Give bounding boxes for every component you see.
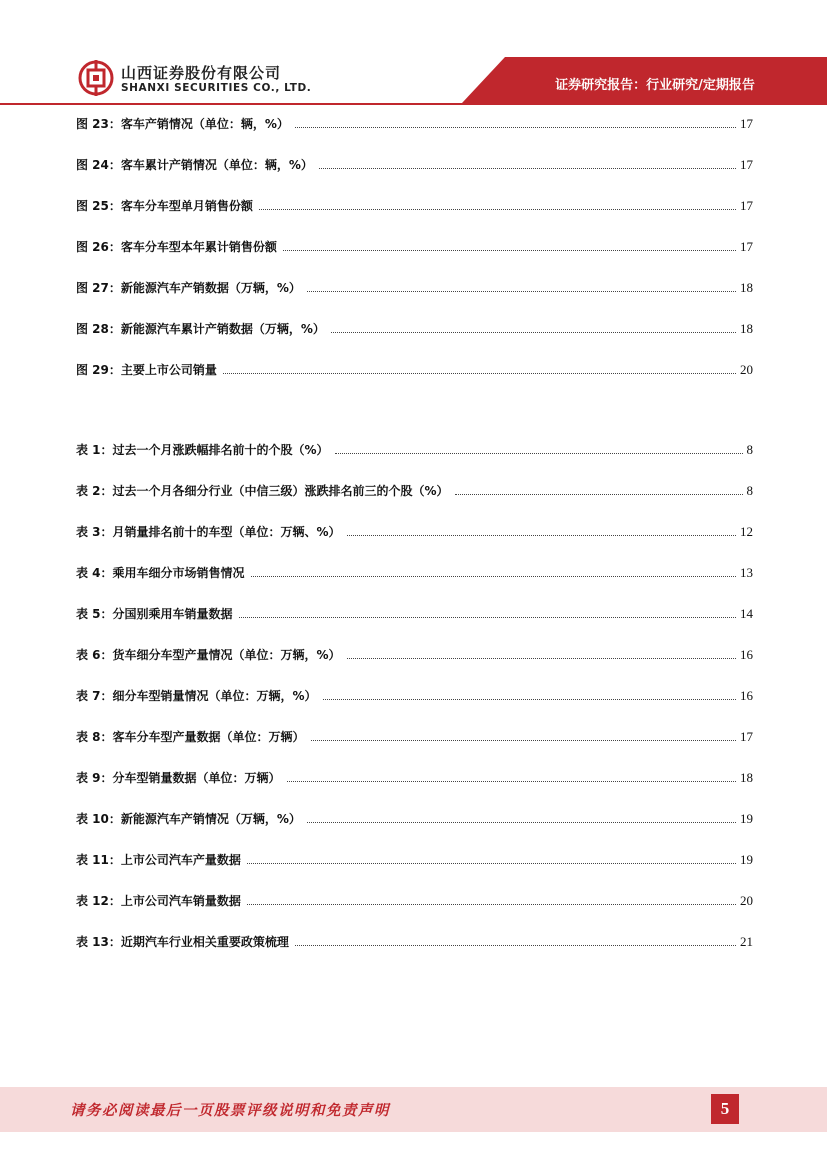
- toc-entry-label: 表 3：月销量排名前十的车型（单位：万辆、%）: [76, 525, 341, 539]
- toc-entry-label: 表 1：过去一个月涨跌幅排名前十的个股（%）: [76, 443, 329, 457]
- page-header: [0, 0, 827, 110]
- toc-leader-dots: [247, 862, 736, 864]
- company-name-en: SHANXI SECURITIES CO., LTD.: [121, 82, 312, 94]
- toc-entry-label: 表 5：分国别乘用车销量数据: [76, 607, 233, 621]
- toc-entry-label: 表 9：分车型销量数据（单位：万辆）: [76, 771, 281, 785]
- toc-entry-page: 16: [740, 647, 753, 662]
- toc-entry-label: 表 10：新能源汽车产销情况（万辆，%）: [76, 812, 301, 826]
- toc-entry-page: 17: [740, 157, 753, 172]
- toc-entry-label: 表 12：上市公司汽车销量数据: [76, 894, 241, 908]
- company-name-cn: 山西证券股份有限公司: [121, 64, 282, 82]
- toc-entry-label: 图 27：新能源汽车产销数据（万辆，%）: [76, 281, 301, 295]
- toc-leader-dots: [247, 903, 736, 905]
- report-type-label: 证券研究报告：行业研究/定期报告: [555, 78, 755, 93]
- page-number: 5: [711, 1094, 739, 1124]
- toc-leader-dots: [259, 208, 736, 210]
- toc-entry-label: 表 6：货车细分车型产量情况（单位：万辆，%）: [76, 648, 341, 662]
- toc-entry-figure-24[interactable]: [76, 153, 753, 173]
- toc-entry-page: 8: [746, 442, 753, 457]
- toc-entry-table-3[interactable]: [76, 520, 753, 540]
- toc-leader-dots: [283, 249, 736, 251]
- toc-entry-page: 17: [740, 239, 753, 254]
- toc-entry-label: 图 23：客车产销情况（单位：辆，%）: [76, 117, 289, 131]
- toc-entry-page: 17: [740, 729, 753, 744]
- toc-entry-table-7[interactable]: [76, 684, 753, 704]
- toc-leader-dots: [251, 575, 736, 577]
- toc-entry-table-5[interactable]: [76, 602, 753, 622]
- toc-entry-figure-28[interactable]: [76, 317, 753, 337]
- toc-entry-table-12[interactable]: [76, 889, 753, 909]
- toc-leader-dots: [319, 167, 736, 169]
- toc-entry-page: 21: [740, 934, 753, 949]
- toc-leader-dots: [335, 452, 743, 454]
- toc-entry-figure-23[interactable]: [76, 112, 753, 132]
- toc-leader-dots: [307, 290, 736, 292]
- toc-entry-table-2[interactable]: [76, 479, 753, 499]
- toc-entry-figure-29[interactable]: [76, 358, 753, 378]
- toc-leader-dots: [331, 331, 736, 333]
- toc-leader-dots: [323, 698, 736, 700]
- toc-entry-page: 16: [740, 688, 753, 703]
- toc-entry-label: 表 4：乘用车细分市场销售情况: [76, 566, 245, 580]
- toc-entry-page: 14: [740, 606, 753, 621]
- toc-entry-table-13[interactable]: [76, 930, 753, 950]
- toc-leader-dots: [307, 821, 736, 823]
- toc-leader-dots: [347, 657, 736, 659]
- toc-entry-page: 8: [746, 483, 753, 498]
- toc-entry-figure-26[interactable]: [76, 235, 753, 255]
- toc-entry-page: 12: [740, 524, 753, 539]
- shanxi-securities-logo-icon: [78, 60, 114, 96]
- toc-entry-label: 表 11：上市公司汽车产量数据: [76, 853, 241, 867]
- toc-entry-page: 18: [740, 280, 753, 295]
- toc-entry-label: 图 25：客车分车型单月销售份额: [76, 199, 253, 213]
- toc-entry-page: 19: [740, 811, 753, 826]
- toc-entry-label: 表 7：细分车型销量情况（单位：万辆，%）: [76, 689, 317, 703]
- footer-disclaimer[interactable]: 请务必阅读最后一页股票评级说明和免责声明: [70, 1102, 390, 1119]
- toc-entry-label: 表 8：客车分车型产量数据（单位：万辆）: [76, 730, 305, 744]
- toc-entry-label: 图 24：客车累计产销情况（单位：辆，%）: [76, 158, 313, 172]
- toc-entry-label: 表 2：过去一个月各细分行业（中信三级）涨跌排名前三的个股（%）: [76, 484, 449, 498]
- toc-entry-figure-27[interactable]: [76, 276, 753, 296]
- toc-entry-label: 表 13：近期汽车行业相关重要政策梳理: [76, 935, 289, 949]
- toc-entry-table-4[interactable]: [76, 561, 753, 581]
- toc-entry-figure-25[interactable]: [76, 194, 753, 214]
- toc-entry-label: 图 26：客车分车型本年累计销售份额: [76, 240, 277, 254]
- toc-entry-label: 图 29：主要上市公司销量: [76, 363, 217, 377]
- toc-entry-page: 17: [740, 116, 753, 131]
- toc-entry-table-8[interactable]: [76, 725, 753, 745]
- toc-entry-table-10[interactable]: [76, 807, 753, 827]
- toc-entry-page: 17: [740, 198, 753, 213]
- toc-leader-dots: [295, 126, 736, 128]
- toc-entry-page: 18: [740, 321, 753, 336]
- toc-leader-dots: [295, 944, 736, 946]
- toc-entry-label: 图 28：新能源汽车累计产销数据（万辆，%）: [76, 322, 325, 336]
- toc-leader-dots: [223, 372, 736, 374]
- toc-leader-dots: [311, 739, 736, 741]
- toc-leader-dots: [287, 780, 736, 782]
- toc-entry-page: 18: [740, 770, 753, 785]
- toc-entry-table-11[interactable]: [76, 848, 753, 868]
- toc-entry-page: 20: [740, 893, 753, 908]
- toc-entry-page: 19: [740, 852, 753, 867]
- toc-entry-table-9[interactable]: [76, 766, 753, 786]
- toc-entry-table-1[interactable]: [76, 438, 753, 458]
- toc-leader-dots: [347, 534, 736, 536]
- toc-leader-dots: [239, 616, 736, 618]
- toc-entry-page: 13: [740, 565, 753, 580]
- toc-entry-table-6[interactable]: [76, 643, 753, 663]
- toc-leader-dots: [455, 493, 743, 495]
- toc-entry-page: 20: [740, 362, 753, 377]
